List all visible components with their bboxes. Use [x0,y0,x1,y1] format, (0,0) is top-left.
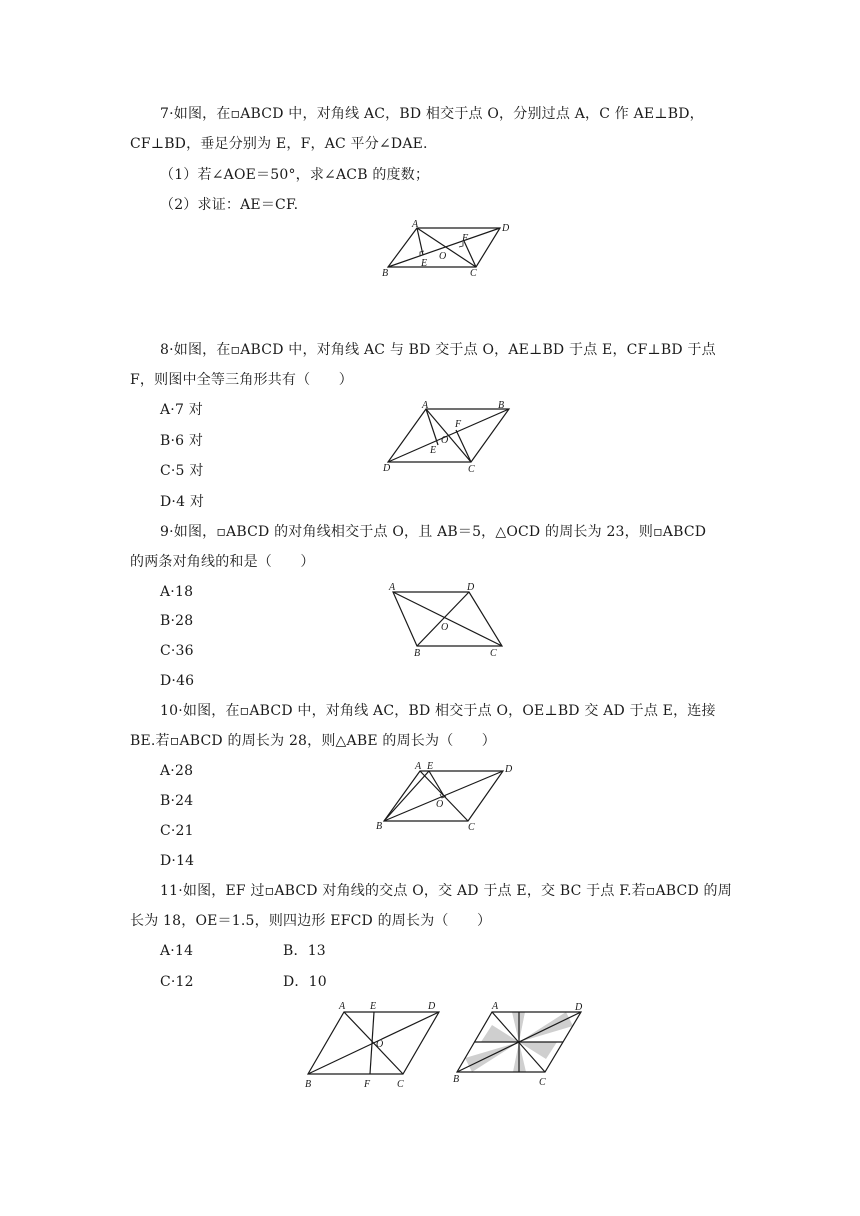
q9-figure [384,578,514,664]
q7-stem-line1: 7·如图，在▫ABCD 中，对角线 AC，BD 相交于点 O，分别过点 A，C 作 AE⊥BD， [160,106,704,122]
q11-label-f: F [364,1079,371,1090]
q10-option-b: B·24 [160,793,194,809]
q11-label-o: O [376,1039,384,1050]
q10-label-e: E [427,761,434,772]
q11-label-c: C [397,1079,404,1090]
q7-part2: （2）求证：AE＝CF. [160,197,299,213]
q8-label-f: F [455,419,462,430]
q8-option-d: D·4 对 [160,494,205,510]
q7-label-c: C [470,268,477,279]
q10-option-c: C·21 [160,823,194,839]
q8-label-c: C [468,464,475,475]
q7-figure [375,218,515,288]
q7-label-f: F [462,233,469,244]
extra-label-c: C [539,1077,546,1088]
q9-stem-line2: 的两条对角线的和是（ ） [130,554,315,570]
q10-option-a: A·28 [160,763,194,779]
q7-stem-line2: CF⊥BD，垂足分别为 E，F，AC 平分∠DAE. [130,136,428,152]
q9-stem-line1: 9·如图，▫ABCD 的对角线相交于点 O，且 AB＝5，△OCD 的周长为 23，则▫ABCD [160,524,707,540]
q8-option-c: C·5 对 [160,463,204,479]
extra-label-d: D [575,1002,583,1013]
q10-stem-line1: 10·如图，在▫ABCD 中，对角线 AC，BD 相交于点 O，OE⊥BD 交 AD 于点 E，连接 [160,703,716,719]
q9-label-o: O [441,622,449,633]
q9-option-a: A·18 [160,584,194,600]
q11-label-e: E [370,1001,377,1012]
q7-label-e: E [421,258,428,269]
q9-option-c: C·36 [160,643,194,659]
q11-stem-line1: 11·如图，EF 过▫ABCD 对角线的交点 O，交 AD 于点 E，交 BC 于点 F.若▫ABCD 的周 [160,883,732,899]
q8-option-b: B·6 对 [160,433,204,449]
q11-label-b: B [305,1079,312,1090]
q11-option-b: B．13 [283,943,326,959]
q8-label-b: B [498,400,505,411]
q9-label-d: D [467,582,475,593]
q10-stem-line2: BE.若▫ABCD 的周长为 28，则△ABE 的周长为（ ） [130,733,496,749]
q9-label-b: B [414,648,421,659]
q11-label-a: A [339,1001,346,1012]
q10-label-a: A [415,761,422,772]
q11-label-d: D [428,1001,436,1012]
q7-label-o: O [439,251,447,262]
q11-stem-line2: 长为 18，OE＝1.5，则四边形 EFCD 的周长为（ ） [130,913,492,929]
q11-figure [300,996,448,1096]
q9-option-d: D·46 [160,673,195,689]
extra-label-a: A [492,1001,499,1012]
q8-stem-line1: 8·如图，在▫ABCD 中，对角线 AC 与 BD 交于点 O，AE⊥BD 于点 E，CF⊥BD 于点 [160,342,716,358]
q8-label-a: A [422,400,429,411]
q11-option-a: A·14 [160,943,194,959]
q8-label-e: E [430,445,437,456]
q8-label-d: D [383,463,391,474]
q8-stem-line2: F，则图中全等三角形共有（ ） [130,372,353,388]
q10-label-c: C [468,822,475,833]
q7-label-b: B [382,268,389,279]
q10-label-b: B [376,821,383,832]
extra-label-b: B [453,1074,460,1085]
q11-option-c: C·12 [160,974,194,990]
q8-label-o: O [441,435,449,446]
q9-label-a: A [389,582,396,593]
q9-label-c: C [490,648,497,659]
q7-label-a: A [412,219,419,230]
q9-option-b: B·28 [160,613,194,629]
q7-part1: （1）若∠AOE＝50°，求∠ACB 的度数； [160,167,430,183]
q10-figure [372,758,522,842]
q10-option-d: D·14 [160,853,195,869]
q10-label-o: O [436,799,444,810]
q8-figure [378,394,518,482]
q8-option-a: A·7 对 [160,402,203,418]
q11-option-d: D．10 [283,974,327,990]
q7-label-d: D [502,223,510,234]
shaded-parallelogram-figure [450,996,590,1096]
q10-label-d: D [505,764,513,775]
